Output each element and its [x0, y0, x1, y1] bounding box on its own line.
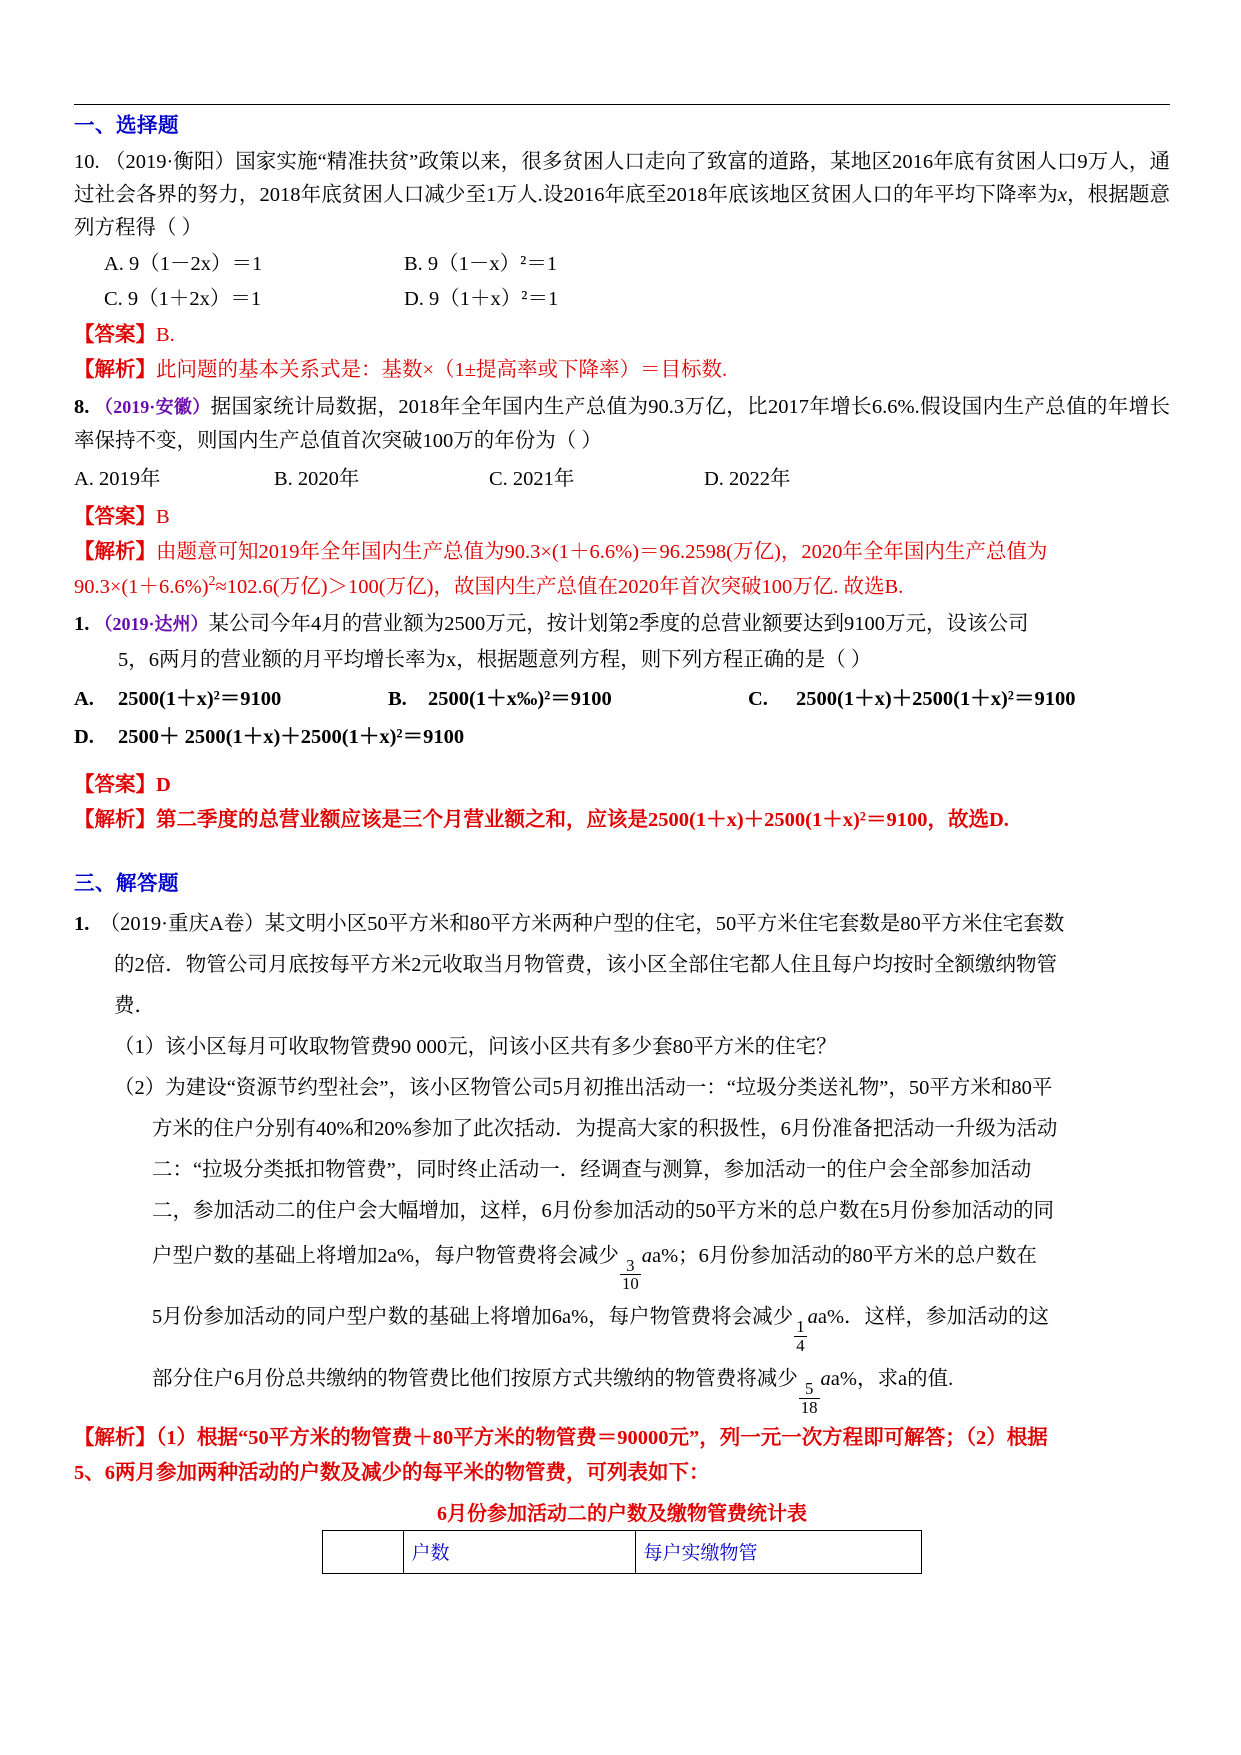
question-10-choice-b[interactable]: B. 9（1－x）²＝1 — [404, 253, 558, 276]
section3-question-1-stem-text-1: 某文明小区50平方米和80平方米两种户型的住宅，50平方米住宅套数是80平方米住宅套数 — [264, 912, 1065, 935]
section3-question-1-analysis-label: 【解析】 — [74, 1427, 156, 1450]
question-1-choice-d-label: D. — [74, 725, 94, 748]
question-8-analysis-label: 【解析】 — [74, 540, 156, 563]
section3-question-1-part-2-text-4: 二，参加活动二的住户会大幅增加，这样，6月份参加活动的50平方米的总户数在5月份参加活动的同 — [152, 1199, 1054, 1222]
section-heading-choice: 一、选择题 — [74, 114, 179, 137]
question-1-choice-text-1: 某公司今年4月的营业额为2500万元，按计划第2季度的总营业额要达到9100万元，设该公司 — [208, 613, 1029, 636]
section3-question-1-part-2-line-7: 部分住户6月份总共缴纳的物管费比他们按原方式共缴纳的物管费将减少 $\frac{5}{18}$ aa%，求a的值. — [152, 1367, 954, 1417]
section3-question-1-stem-1 — [74, 904, 1170, 945]
section3-question-1-part-2-text-6b: a%．这样，参加活动的这 — [817, 1306, 1050, 1329]
question-8 — [74, 391, 1170, 457]
table-row — [323, 1530, 922, 1573]
question-8-analysis-line-2 — [74, 571, 1170, 604]
section3-question-1-stem-3 — [74, 986, 1170, 1027]
fraction-numerator: 1 — [796, 1317, 805, 1337]
section3-question-1-number: 1. — [74, 912, 90, 935]
question-1-choice — [74, 608, 1170, 641]
section3-question-1-stem-text-3: 费． — [114, 994, 155, 1017]
question-10-variable: x — [1057, 183, 1067, 206]
question-8-source: （2019·安徽） — [94, 397, 211, 418]
question-8-text: 据国家统计局数据，2018年全年国内生产总值为90.3万亿，比2017年增长6.6%.假设国内生产总值的年增长率保持不变，则国内生产总值首次突破100万的年份为（ ） — [74, 396, 1170, 452]
question-1-choices-row-2 — [74, 719, 1170, 757]
page-content — [74, 104, 1170, 1574]
fraction-denominator: 4 — [796, 1335, 805, 1355]
section3-question-1-part-2-line-5: 户型户数的基础上将增加2a%，每户物管费将会减少 $\frac{3}{10}$ aa%；6月份参加活动的80平方米的总户数在 — [152, 1244, 1037, 1294]
section3-question-1-part-2-text-7b: a%，求a的值. — [830, 1367, 954, 1390]
fraction-five-eighteenths — [799, 1380, 820, 1416]
question-8-number: 8. — [74, 396, 90, 419]
question-10-analysis — [74, 354, 1170, 387]
table-header-households: 户数 — [403, 1530, 635, 1573]
stat-table-title: 6月份参加活动二的户数及缴物管费统计表 — [437, 1502, 807, 1525]
question-10-choice-d[interactable]: D. 9（1＋x）²＝1 — [404, 288, 559, 311]
question-10-source: （2019·衡阳） — [104, 150, 236, 173]
section3-question-1-part-2-text-7a: 部分住户6月份总共缴纳的物管费比他们按原方式共缴纳的物管费将减少 — [152, 1367, 798, 1390]
question-1-choice-analysis-math: 2500(1＋x)＋2500(1＋x)²＝9100 — [648, 808, 928, 831]
section3-question-1-analysis-text-2: 5、6两月参加两种活动的户数及减少的每平米的物管费，可列表如下： — [74, 1462, 710, 1485]
question-8-choice-b[interactable]: B. 2020年 — [274, 467, 360, 490]
section3-question-1-analysis-text-1: （1）根据“50平方米的物管费＋80平方米的物管费＝90000元”，列一元一次方程即可解答；（2）根据 — [156, 1427, 1048, 1450]
section3-question-1-source: （2019·重庆A卷） — [99, 912, 265, 935]
question-8-answer-label: 【答案】 — [74, 505, 156, 528]
question-8-choice-a[interactable]: A. 2019年 — [74, 467, 161, 490]
section3-question-1-part-1 — [74, 1027, 1170, 1068]
question-10-answer-label: 【答案】 — [74, 323, 156, 346]
question-10-choices-row-1 — [74, 247, 1170, 282]
question-10-number: 10. — [74, 150, 100, 173]
question-1-choice-a[interactable]: 2500(1＋x)²＝9100 — [118, 687, 282, 710]
section3-question-1-part-2-line-3 — [74, 1150, 1170, 1191]
question-1-choice-c-label: C. — [748, 687, 768, 710]
question-1-choice-b-label: B. — [388, 687, 407, 710]
question-1-choice-c[interactable]: 2500(1＋x)＋2500(1＋x)²＝9100 — [796, 687, 1076, 710]
question-1-choice-source: （2019·达州） — [94, 614, 209, 635]
question-1-choice-number: 1. — [74, 613, 90, 636]
section3-question-1-part-2-text-6a: 5月份参加活动的同户型户数的基础上将增加6a%，每户物管费将会减少 — [152, 1306, 794, 1329]
section3-question-1-part-2-text-2: 方米的住户分别有40%和20%参加了此次括动．为提高大家的积扱性，6月份准备把活动一升级为活动 — [152, 1117, 1058, 1140]
fraction-three-tenths — [620, 1257, 641, 1293]
section-heading-answer: 三、解答题 — [74, 871, 179, 895]
question-8-answer — [74, 501, 1170, 534]
question-1-choice-analysis-a: 第二季度的总营业额应该是三个月营业额之和，应该是 — [156, 808, 648, 831]
question-10-answer-value: B. — [156, 323, 175, 346]
question-10-choice-a[interactable]: A. 9（1－2x）＝1 — [104, 253, 263, 276]
section3-question-1-part-2-text-3: 二：“拉圾分类抵扣物管费”，同时终止活动一．经调查与测算，参加活动一的住户会全部参加活动 — [152, 1158, 1032, 1181]
section3-question-1-analysis-line-2 — [74, 1457, 1170, 1490]
question-1-choice-answer-value: D — [156, 773, 171, 796]
fraction-denominator: 18 — [800, 1397, 818, 1417]
question-1-choice-text-2: 5，6两月的营业额的月平均增长率为x，根据题意列方程，则下列方程正确的是（ ） — [118, 648, 872, 671]
question-1-choice-b[interactable]: 2500(1＋x‰)²＝9100 — [428, 687, 612, 710]
fraction-one-fourth — [794, 1318, 806, 1354]
section3-question-1-part-2-line-2 — [74, 1109, 1170, 1150]
section3-question-1-part-2-text-1: （2）为建设“资源节约型社会”，该小区物管公司5月初推出活动一：“垃圾分类送礼物”，50平方米和80平 — [114, 1076, 1053, 1099]
header-rule — [74, 104, 1170, 105]
question-8-analysis-exponent: 2 — [208, 574, 216, 590]
question-1-choice-answer — [74, 769, 1170, 802]
question-10 — [74, 146, 1170, 246]
question-8-choice-c[interactable]: C. 2021年 — [489, 467, 575, 490]
section3-question-1-analysis-line-1 — [74, 1422, 1170, 1455]
question-10-analysis-label: 【解析】 — [74, 359, 156, 382]
section3-question-1-part-2-line-1 — [74, 1068, 1170, 1109]
section3-question-1-part-1-text: （1）该小区每月可收取物管费90 000元，问该小区共有多少套80平方米的住宅？ — [114, 1035, 837, 1058]
fraction-numerator: 3 — [620, 1257, 641, 1276]
section3-question-1-stem-text-2: 的2倍．物管公司月底按每平方米2元收取当月物管费，该小区全部住宅都人住且每户均按时全额缴纳物管 — [114, 953, 1057, 976]
question-10-analysis-text: 此问题的基本关系式是：基数×（1±提高率或下降率）＝目标数. — [156, 359, 728, 382]
question-1-choice-d[interactable]: 2500＋ 2500(1＋x)＋2500(1＋x)²＝9100 — [118, 725, 465, 748]
question-10-text-tail: ，根据题意列方程得（ ） — [74, 183, 1171, 240]
question-1-choices-row-1 — [74, 681, 1170, 719]
section3-question-1-part-2-text-5b: a%；6月份参加活动的80平方米的总户数在 — [651, 1244, 1037, 1267]
question-1-choice-line-2 — [74, 644, 1170, 677]
fraction-numerator: 5 — [799, 1380, 820, 1399]
stat-table — [322, 1530, 922, 1574]
question-10-answer — [74, 319, 1170, 352]
section3-question-1-stem-2 — [74, 945, 1170, 986]
question-8-analysis-text-1: 由题意可知2019年全年国内生产总值为90.3×(1＋6.6%)＝96.2598(万亿)，2020年全年国内生产总值为 — [156, 540, 1048, 563]
question-1-choice-a-label: A. — [74, 687, 94, 710]
question-8-answer-value: B — [156, 505, 170, 528]
question-1-choice-analysis — [74, 804, 1170, 837]
question-8-choice-d[interactable]: D. 2022年 — [704, 467, 791, 490]
question-8-analysis-text-2a: 90.3×(1＋6.6%) — [74, 576, 209, 599]
section3-question-1-part-2-line-4 — [74, 1191, 1170, 1232]
question-1-choice-analysis-label: 【解析】 — [74, 808, 156, 831]
fraction-denominator: 10 — [621, 1274, 639, 1294]
question-10-choices-row-2 — [74, 282, 1170, 317]
table-cell-corner — [323, 1530, 404, 1573]
question-8-analysis-line-1 — [74, 536, 1170, 569]
section3-question-1-part-2-text-5a: 户型户数的基础上将增加2a%，每户物管费将会减少 — [152, 1244, 619, 1267]
question-8-analysis-text-2b: ≈102.6(万亿)＞100(万亿)，故国内生产总值在2020年首次突破100万亿. 故选B. — [215, 576, 904, 599]
question-10-choice-c[interactable]: C. 9（1＋2x）＝1 — [104, 288, 262, 311]
question-10-text: 国家实施“精准扶贫”政策以来，很多贫困人口走向了致富的道路，某地区2016年底有贫困人口9万人，通过社会各界的努力，2018年底贫困人口减少至1万人.设2016年底至2018年底该地区贫困人口的年平均下降率为 — [74, 150, 1171, 206]
question-8-choices — [74, 460, 1170, 499]
section3-question-1-part-2-line-6: 5月份参加活动的同户型户数的基础上将增加6a%，每户物管费将会减少 $\frac{1}{4}$ aa%．这样，参加活动的这 — [152, 1306, 1050, 1355]
question-1-choice-analysis-b: ，故选D. — [927, 808, 1009, 831]
question-1-choice-answer-label: 【答案】 — [74, 773, 156, 796]
table-header-fee-per-household: 每户实缴物管 — [635, 1530, 921, 1573]
